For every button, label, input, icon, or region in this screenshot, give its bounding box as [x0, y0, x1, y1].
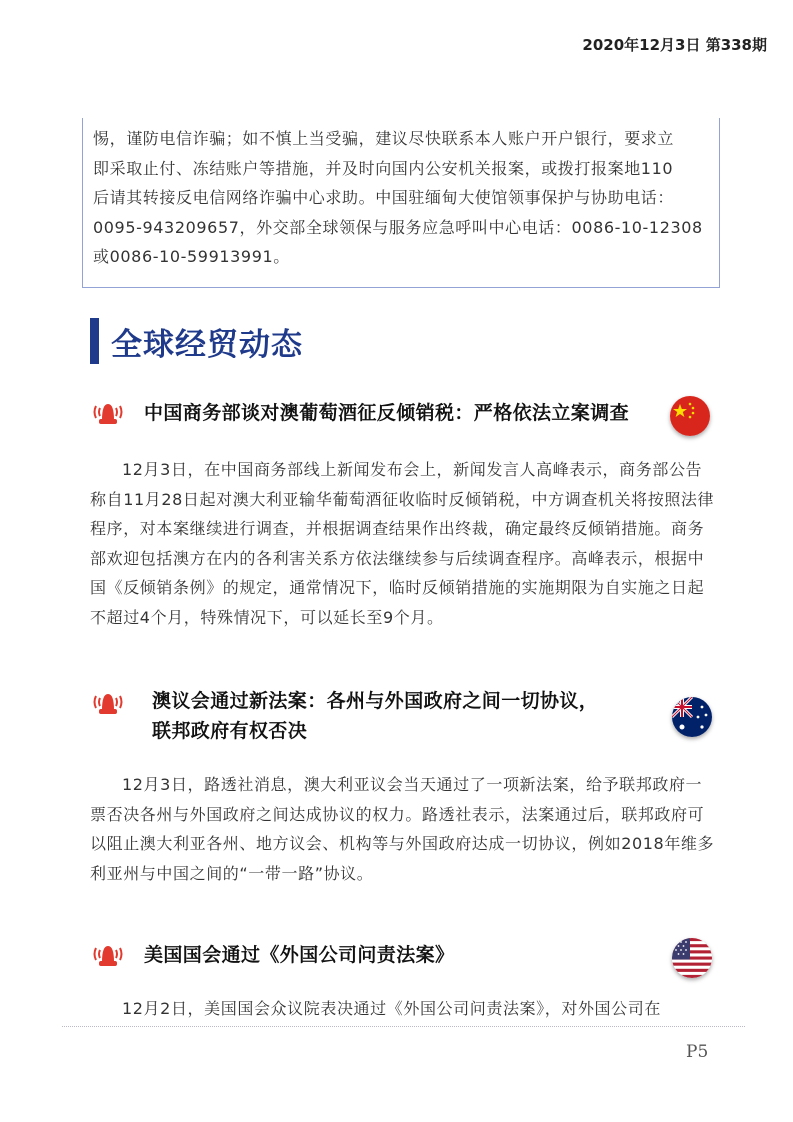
usa-flag-icon [672, 938, 712, 978]
consular-notice-box [82, 118, 720, 288]
alarm-bell-icon [90, 940, 126, 970]
news-body: 12月2日，美国国会众议院表决通过《外国公司问责法案》，对外国公司在 [122, 999, 661, 1018]
news-title-line: 澳议会通过新法案：各州与外国政府之间一切协议， [152, 690, 599, 712]
notice-line: 后请其转接反电信网络诈骗中心求助。中国驻缅甸大使馆领事保护与协助电话： [93, 188, 675, 207]
section-accent-bar [90, 318, 99, 364]
news-body: 12月3日，在中国商务部线上新闻发布会上，新闻发言人高峰表示，商务部公告称自11月28日起对澳大利亚输华葡萄酒征收临时反倾销税，中方调查机关将按照法律程序，对本案继续进行调查，并根据调查结果作出终裁，确定最终反倾销措施。商务部欢迎包括澳方在内的各利害关系方依法继续参与后续调查程序。高峰表示，根据中国《反倾销条例》的规定，通常情况下，临时反倾销措施的实施期限为自实施之日起不超过4个月，特殊情况下，可以延长至9个月。 [90, 460, 715, 627]
news-heading-3 [90, 940, 454, 970]
notice-line: 即采取止付、冻结账户等措施，并及时向国内公安机关报案，或拨打报案地110 [93, 158, 674, 178]
china-flag-icon [670, 396, 710, 436]
news-heading-2 [90, 686, 598, 746]
news-title: 美国国会通过《外国公司问责法案》 [144, 944, 455, 966]
section-heading [90, 318, 303, 364]
news-title: 中国商务部谈对澳葡萄酒征反倾销税：严格依法立案调查 [144, 402, 630, 424]
notice-line: 或0086-10-59913991。 [93, 247, 290, 266]
section-title: 全球经贸动态 [111, 326, 303, 363]
news-body: 12月3日，路透社消息，澳大利亚议会当天通过了一项新法案，给予联邦政府一票否决各州与外国政府之间达成协议的权力。路透社表示，法案通过后，联邦政府可以阻止澳大利亚各州、地方议会、机构等与外国政府达成一切协议，例如2018年维多利亚州与中国之间的“一带一路”协议。 [90, 775, 715, 883]
alarm-bell-icon [90, 688, 126, 718]
footer-divider [62, 1026, 745, 1027]
issue-date: 2020年12月3日 第338期 [582, 36, 767, 54]
australia-flag-icon [672, 697, 712, 737]
notice-line: 惕，谨防电信诈骗；如不慎上当受骗，建议尽快联系本人账户开户银行，要求立 [93, 129, 675, 148]
alarm-bell-icon [90, 398, 126, 428]
news-title-line: 联邦政府有权否决 [152, 720, 308, 742]
news-heading-1 [90, 398, 629, 428]
page-number: P5 [686, 1042, 709, 1062]
notice-line: 0095-943209657，外交部全球领保与服务应急呼叫中心电话：0086-10-12308 [93, 217, 703, 237]
